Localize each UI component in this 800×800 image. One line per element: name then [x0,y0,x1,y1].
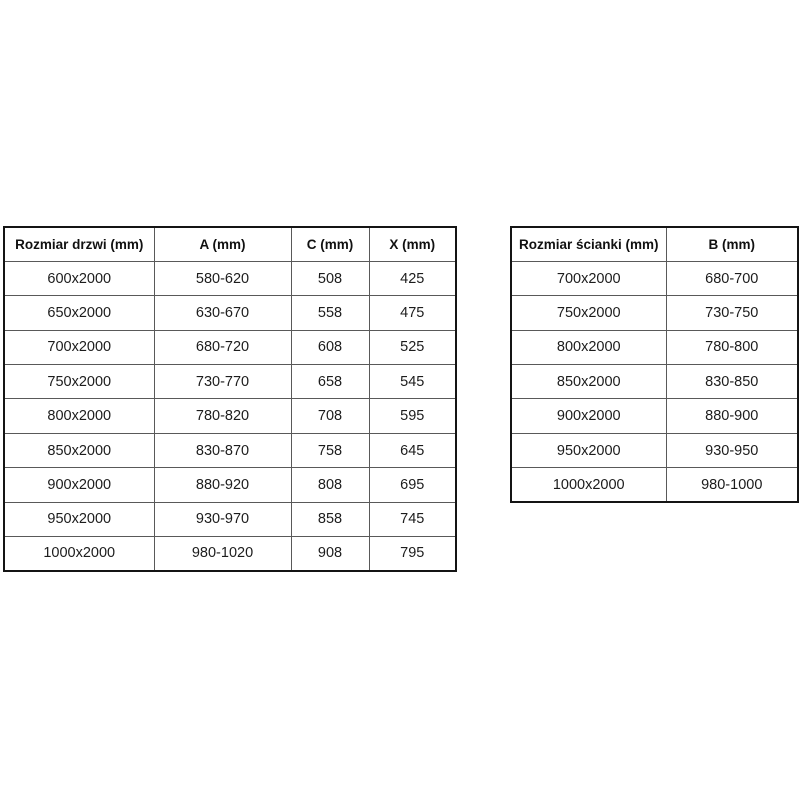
table-cell: 600x2000 [4,261,154,295]
table-cell: 730-750 [666,296,798,330]
wall-size-table [510,226,799,503]
table-cell: 1000x2000 [4,537,154,571]
table-row [511,330,798,364]
table-cell: 475 [369,296,456,330]
table-cell: 758 [291,433,369,467]
table-cell: 830-850 [666,365,798,399]
table-row [511,399,798,433]
table-cell: 680-720 [154,330,291,364]
column-header: Rozmiar ścianki (mm) [511,227,666,261]
table-cell: 645 [369,433,456,467]
table-cell: 595 [369,399,456,433]
table-row [511,468,798,502]
table-row [4,468,456,502]
column-header: A (mm) [154,227,291,261]
table-cell: 580-620 [154,261,291,295]
table-cell: 950x2000 [511,433,666,467]
table-cell: 700x2000 [4,330,154,364]
table-cell: 930-950 [666,433,798,467]
table-cell: 558 [291,296,369,330]
table-cell: 608 [291,330,369,364]
table-cell: 700x2000 [511,261,666,295]
table-cell: 650x2000 [4,296,154,330]
table-cell: 508 [291,261,369,295]
table-row [511,433,798,467]
door-size-table [3,226,457,572]
table-row [4,433,456,467]
table-row [511,261,798,295]
table-cell: 680-700 [666,261,798,295]
table-cell: 695 [369,468,456,502]
table-cell: 880-900 [666,399,798,433]
table-cell: 900x2000 [511,399,666,433]
header-row [4,227,456,261]
table-cell: 980-1000 [666,468,798,502]
table-row [4,261,456,295]
table-cell: 780-800 [666,330,798,364]
table-cell: 780-820 [154,399,291,433]
table-cell: 880-920 [154,468,291,502]
table-row [4,502,456,536]
table-cell: 545 [369,365,456,399]
table-row [4,537,456,571]
table-cell: 850x2000 [4,433,154,467]
table-cell: 795 [369,537,456,571]
table-row [4,330,456,364]
table-cell: 930-970 [154,502,291,536]
table-cell: 525 [369,330,456,364]
table-cell: 850x2000 [511,365,666,399]
table-cell: 858 [291,502,369,536]
column-header: X (mm) [369,227,456,261]
table-cell: 750x2000 [511,296,666,330]
table-cell: 800x2000 [511,330,666,364]
table-cell: 708 [291,399,369,433]
table-cell: 900x2000 [4,468,154,502]
table-cell: 658 [291,365,369,399]
table-row [511,296,798,330]
table-cell: 830-870 [154,433,291,467]
table-row [4,296,456,330]
table-cell: 425 [369,261,456,295]
table-cell: 730-770 [154,365,291,399]
table-row [4,365,456,399]
table-cell: 950x2000 [4,502,154,536]
column-header: C (mm) [291,227,369,261]
table-row [511,365,798,399]
table-cell: 630-670 [154,296,291,330]
table-cell: 750x2000 [4,365,154,399]
table-cell: 908 [291,537,369,571]
table-cell: 1000x2000 [511,468,666,502]
column-header: B (mm) [666,227,798,261]
table-row [4,399,456,433]
column-header: Rozmiar drzwi (mm) [4,227,154,261]
table-cell: 808 [291,468,369,502]
table-cell: 980-1020 [154,537,291,571]
table-cell: 745 [369,502,456,536]
table-cell: 800x2000 [4,399,154,433]
header-row [511,227,798,261]
